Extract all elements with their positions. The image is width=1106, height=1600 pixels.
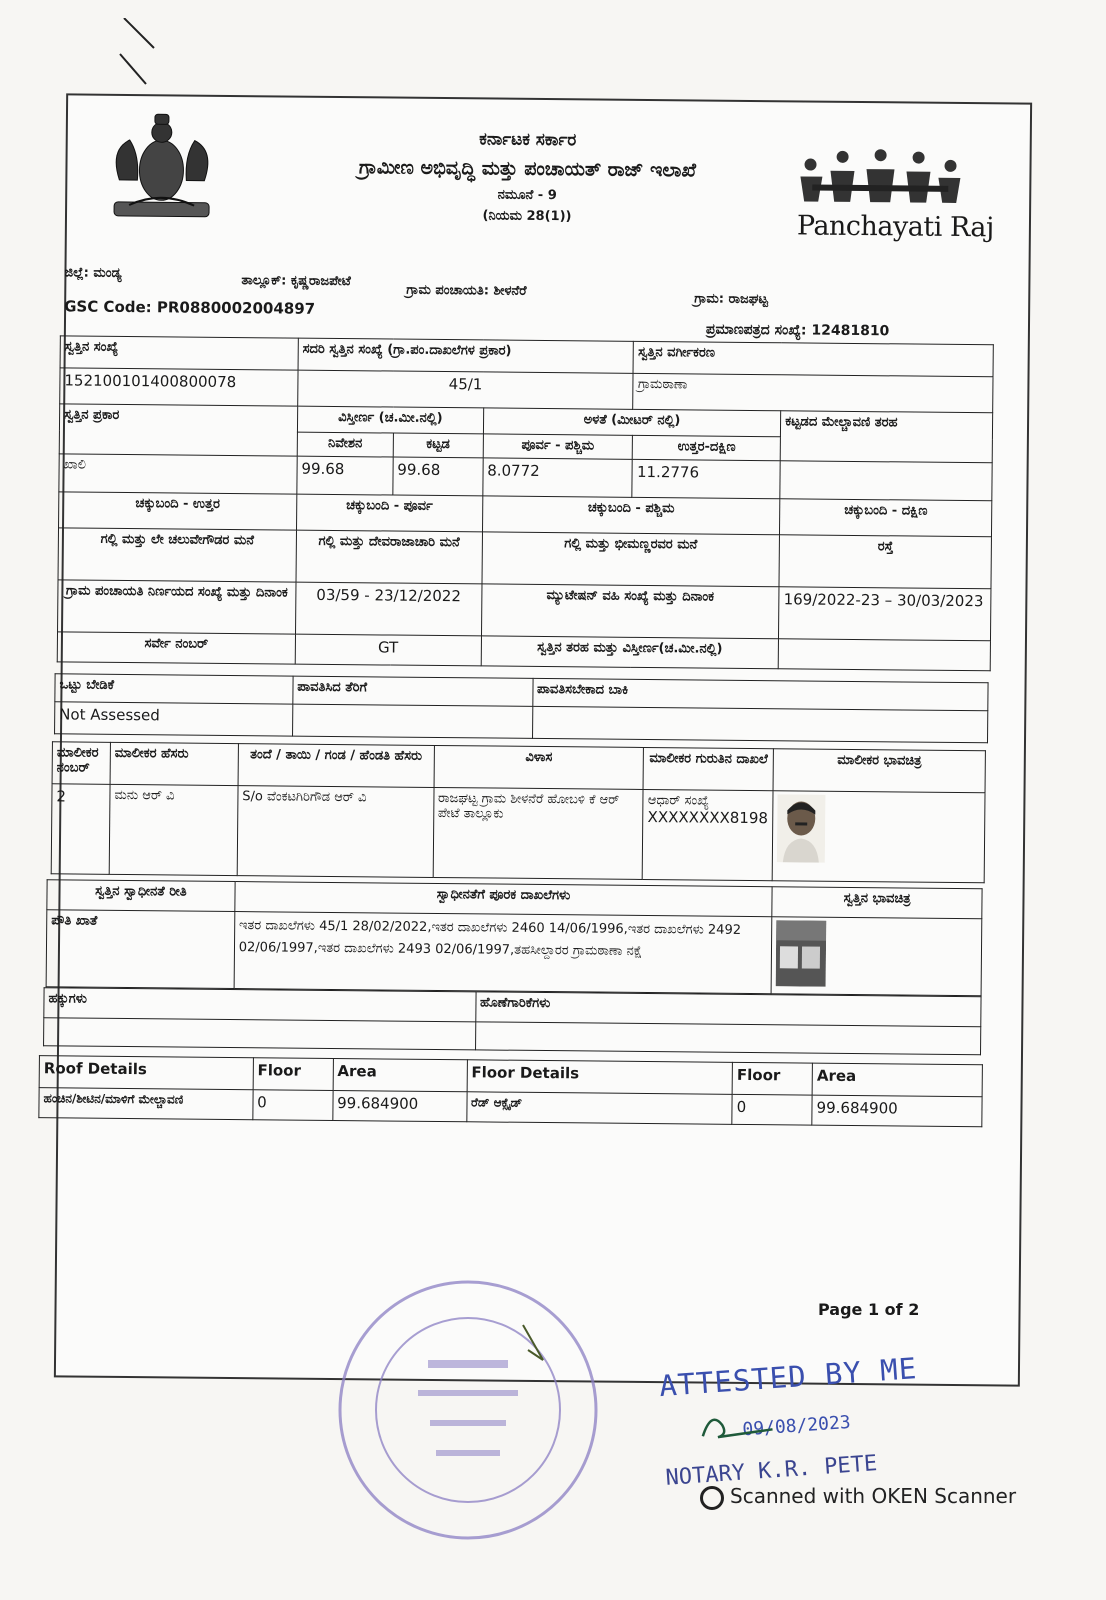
- mutation-value: 169/2022-23 – 30/03/2023: [779, 587, 991, 641]
- rule-number: (ನಿಯಮ 28(1)): [482, 208, 572, 225]
- notary-signature: [691, 1401, 784, 1447]
- ownership-docs-label: ಸ್ವಾಧೀನತೆಗೆ ಪೂರಕ ದಾಖಲೆಗಳು: [235, 882, 773, 917]
- liabilities-value: [475, 1022, 981, 1055]
- owner-name: ಮನು ಆರ್ ವಿ: [109, 784, 238, 875]
- floor-no-value: 0: [732, 1094, 812, 1125]
- rights-label: ಹಕ್ಕುಗಳು: [44, 988, 476, 1022]
- survey-label: ಸರ್ವೇ ನಂಬರ್: [57, 632, 295, 664]
- department-title: ಗ್ರಾಮೀಣ ಅಭಿವೃದ್ಧಿ ಮತ್ತು ಪಂಚಾಯತ್ ರಾಜ್ ಇಲಾಖೆ: [358, 156, 697, 182]
- scanner-text: Scanned with OKEN Scanner: [730, 1484, 1017, 1508]
- property-photo: [776, 920, 827, 986]
- boundary-west-label: ಚಕ್ಕುಬಂದಿ - ಪಶ್ಚಿಮ: [482, 496, 780, 535]
- table-row: [51, 784, 985, 883]
- total-demand: Not Assessed: [55, 702, 293, 736]
- ownership-docs: ಇತರ ದಾಖಲೆಗಳು 45/1 28/02/2022,ಇತರ ದಾಖಲೆಗಳು 2460 14/06/1996,ಇತರ ದಾಖಲೆಗಳು 2492 02/06/1997,ಇತರ ದಾಖಲೆಗಳು 2493 02/06/1997,ತಹಸೀಲ್ದಾರರ ಗ್ರಾಮಠಾಣಾ ನಕ್ಷೆ: [234, 912, 772, 994]
- scan-mark-lines: [118, 18, 158, 88]
- classification: ಗ್ರಾಮಠಾಣಾ: [633, 373, 993, 412]
- notary-attestation: [658, 1351, 924, 1491]
- boundary-west: ಗಲ್ಲಿ ಮತ್ತು ಭೀಮಣ್ಣರವರ ಮನೆ: [482, 532, 780, 587]
- attest-date: 09/08/2023: [741, 1411, 852, 1441]
- ownership-table: [46, 879, 983, 996]
- roof-type: [780, 461, 992, 501]
- north-south: 11.2776: [632, 459, 780, 498]
- boundary-south: ರಸ್ತೆ: [779, 535, 991, 589]
- property-table: [57, 335, 994, 671]
- ownership-mode: ಪೌತಿ ಖಾತೆ: [46, 910, 235, 989]
- dimension-label: ಅಳತೆ (ಮೀಟರ್ ನಲ್ಲಿ): [483, 408, 781, 437]
- panchayati-raj-logo-icon: [792, 146, 968, 208]
- boundary-north: ಗಲ್ಲಿ ಮತ್ತು ಲೇ ಚಲುವೇಗೌಡರ ಮನೆ: [58, 528, 296, 582]
- floor-details-label: Floor Details: [467, 1060, 733, 1095]
- floor-area-label: Area: [812, 1063, 982, 1097]
- property-photo-label: ಸ್ವತ್ತಿನ ಭಾವಚಿತ್ರ: [772, 887, 982, 919]
- resolution-value: 03/59 - 23/12/2022: [295, 582, 481, 636]
- form-number: ನಮೂನೆ - 9: [497, 187, 557, 204]
- boundary-east-label: ಚಕ್ಕುಬಂದಿ - ಪೂರ್ವ: [296, 494, 482, 532]
- owner-photo: [777, 794, 826, 862]
- owner-id-type: ಆಧಾರ್ ಸಂಖ್ಯೆ: [647, 793, 710, 809]
- paid-tax-label: ಪಾವತಿಸಿದ ತೆರಿಗೆ: [293, 676, 533, 706]
- owner-photo-cell: [772, 791, 985, 883]
- tax-table: [54, 673, 989, 743]
- liabilities-label: ಹೊಣೆಗಾರಿಕೆಗಳು: [475, 992, 981, 1027]
- property-type: ಖಾಲಿ: [59, 454, 297, 494]
- roof-area-value: 99.684900: [332, 1090, 466, 1121]
- owner-id-number: XXXXXXXX8198: [647, 808, 769, 828]
- total-demand-label: ಒಟ್ಟು ಬೇಡಿಕೆ: [55, 674, 293, 704]
- site-label: ನಿವೇಶನ: [297, 432, 393, 457]
- roof-floor-value: 0: [253, 1090, 333, 1121]
- area-label: ವಿಸ್ತೀರ್ಣ (ಚ.ಮೀ.ನಲ್ಲಿ): [297, 406, 483, 434]
- id-doc-header: ಮಾಲೀಕರ ಗುರುತಿನ ದಾಖಲೆ: [643, 747, 773, 790]
- property-photo-cell: [771, 917, 982, 996]
- boundary-east: ಗಲ್ಲಿ ಮತ್ತು ದೇವರಾಜಾಚಾರಿ ಮನೆ: [296, 530, 482, 584]
- owner-photo-header: ಮಾಲೀಕರ ಭಾವಚಿತ್ರ: [773, 749, 985, 793]
- relation-header: ತಂದೆ / ತಾಯಿ / ಗಂಡ / ಹೆಂಡತಿ ಹೆಸರು: [238, 744, 434, 788]
- roof-area-label: Area: [333, 1058, 467, 1091]
- property-id-label: ಸ್ವತ್ತಿನ ಸಂಖ್ಯೆ: [60, 336, 298, 370]
- paid-tax: [292, 704, 532, 738]
- boundary-north-label: ಚಕ್ಕುಬಂದಿ - ಉತ್ತರ: [59, 492, 297, 530]
- village: ಗ್ರಾಮ: ರಾಜಘಟ್ಟ: [694, 291, 768, 308]
- roof-type-label: ಕಟ್ಟಡದ ಮೇಲ್ಚಾವಣಿ ತರಹ: [780, 411, 992, 463]
- scanner-watermark: [700, 1484, 1016, 1510]
- address-header: ವಿಳಾಸ: [434, 745, 644, 789]
- govt-title: ಕರ್ನಾಟಕ ಸರ್ಕಾರ: [479, 129, 577, 151]
- classification-label: ಸ್ವತ್ತಿನ ವರ್ಗೀಕರಣ: [633, 341, 993, 376]
- owner-no-header: ಮಾಲೀಕರ ನಂಬರ್: [52, 742, 110, 785]
- building-area: 99.68: [393, 457, 483, 496]
- floor-area-value: 99.684900: [812, 1095, 982, 1127]
- due-balance-label: ಪಾವತಿಸಬೇಕಾದ ಬಾಕಿ: [532, 678, 988, 710]
- survey-value: GT: [295, 634, 481, 666]
- size-label: ಸ್ವತ್ತಿನ ತರಹ ಮತ್ತು ವಿಸ್ತೀರ್ಣ(ಚ.ಮೀ.ನಲ್ಲಿ): [481, 636, 779, 669]
- e-swathu-form: [43, 93, 1032, 1386]
- resolution-label: ಗ್ರಾಮ ಪಂಚಾಯತಿ ನಿರ್ಣಯದ ಸಂಖ್ಯೆ ಮತ್ತು ದಿನಾಂಕ: [58, 580, 296, 634]
- boundary-south-label: ಚಕ್ಕುಬಂದಿ - ದಕ್ಷಿಣ: [780, 499, 992, 537]
- property-id: 152100101400800078: [60, 368, 298, 406]
- owner-name-header: ಮಾಲೀಕರ ಹೆಸರು: [110, 742, 238, 785]
- rights-value: [44, 1018, 476, 1050]
- floor-floor-label: Floor: [732, 1062, 812, 1095]
- rights-table: [43, 987, 982, 1055]
- owner-id: [643, 789, 774, 880]
- notary-name: NOTARY K.R. PETE: [664, 1451, 878, 1491]
- gram-panchayat: ಗ್ರಾಮ ಪಂಚಾಯತಿ: ಶೀಳನೆರೆ: [406, 282, 527, 299]
- due-balance: [532, 706, 988, 742]
- government-seal-stamp: [318, 1270, 618, 1540]
- taluk: ತಾಲ್ಲೂಕ್: ಕೃಷ್ಣರಾಜಪೇಟೆ: [241, 273, 351, 290]
- owner-address: ರಾಜಘಟ್ಟ ಗ್ರಾಮ ಶೀಳನೆರೆ ಹೋಬಳಿ ಕೆ ಆರ್ ಪೇಟೆ ತಾಲ್ಲೂಕು: [433, 787, 644, 879]
- panchayati-raj-logo-text: Panchayati Raj: [796, 210, 994, 244]
- gsc-code: GSC Code: PR0880002004897: [64, 297, 316, 318]
- north-south-label: ಉತ್ತರ-ದಕ್ಷಿಣ: [633, 435, 781, 460]
- scanner-logo-icon: [700, 1486, 724, 1510]
- old-number: 45/1: [298, 370, 634, 409]
- mutation-label: ಮ್ಯುಟೇಷನ್ ವಹಿ ಸಂಖ್ಯೆ ಮತ್ತು ದಿನಾಂಕ: [481, 584, 779, 639]
- roof-type-value: ಹಂಚಿನ/ಶೀಟಿನ/ಮಾಳಿಗೆ ಮೇಲ್ಚಾವಣಿ: [39, 1088, 253, 1120]
- ownership-mode-label: ಸ್ವತ್ತಿನ ಸ್ವಾಧೀನತೆ ರೀತಿ: [47, 880, 235, 912]
- owner-no: 2: [51, 784, 110, 875]
- old-number-label: ಸದರಿ ಸ್ವತ್ತಿನ ಸಂಖ್ಯೆ (ಗ್ರಾ.ಪಂ.ದಾಖಲೆಗಳ ಪ್ರಕಾರ): [298, 338, 634, 373]
- east-west-label: ಪೂರ್ವ - ಪಶ್ಚಿಮ: [483, 434, 633, 459]
- property-type-label: ಸ್ವತ್ತಿನ ಪ್ರಕಾರ: [59, 404, 297, 456]
- building-label: ಕಟ್ಟಡ: [393, 433, 483, 458]
- roof-details-label: Roof Details: [39, 1056, 253, 1090]
- size-value: [778, 639, 990, 671]
- form-header: [287, 128, 768, 227]
- roof-floor-label: Floor: [253, 1058, 333, 1091]
- owners-table: [51, 741, 986, 883]
- east-west: 8.0772: [482, 458, 632, 497]
- page-number: Page 1 of 2: [818, 1300, 920, 1319]
- owner-relation: S/o ವೆಂಕಟಗಿರಿಗೌಡ ಆರ್ ವಿ: [237, 786, 434, 878]
- attested-by-me: ATTESTED BY ME: [658, 1351, 919, 1404]
- karnataka-emblem-icon: [99, 110, 225, 226]
- district: ಜಿಲ್ಲೆ: ಮಂಡ್ಯ: [64, 265, 122, 281]
- floor-type-value: ರೆಡ್ ಆಕ್ಸೈಡ್: [466, 1092, 732, 1125]
- certificate-number: ಪ್ರಮಾಣಪತ್ರದ ಸಂಖ್ಯೆ: 12481810: [705, 321, 890, 340]
- floor-table: [38, 1055, 983, 1127]
- site-area: 99.68: [297, 456, 393, 495]
